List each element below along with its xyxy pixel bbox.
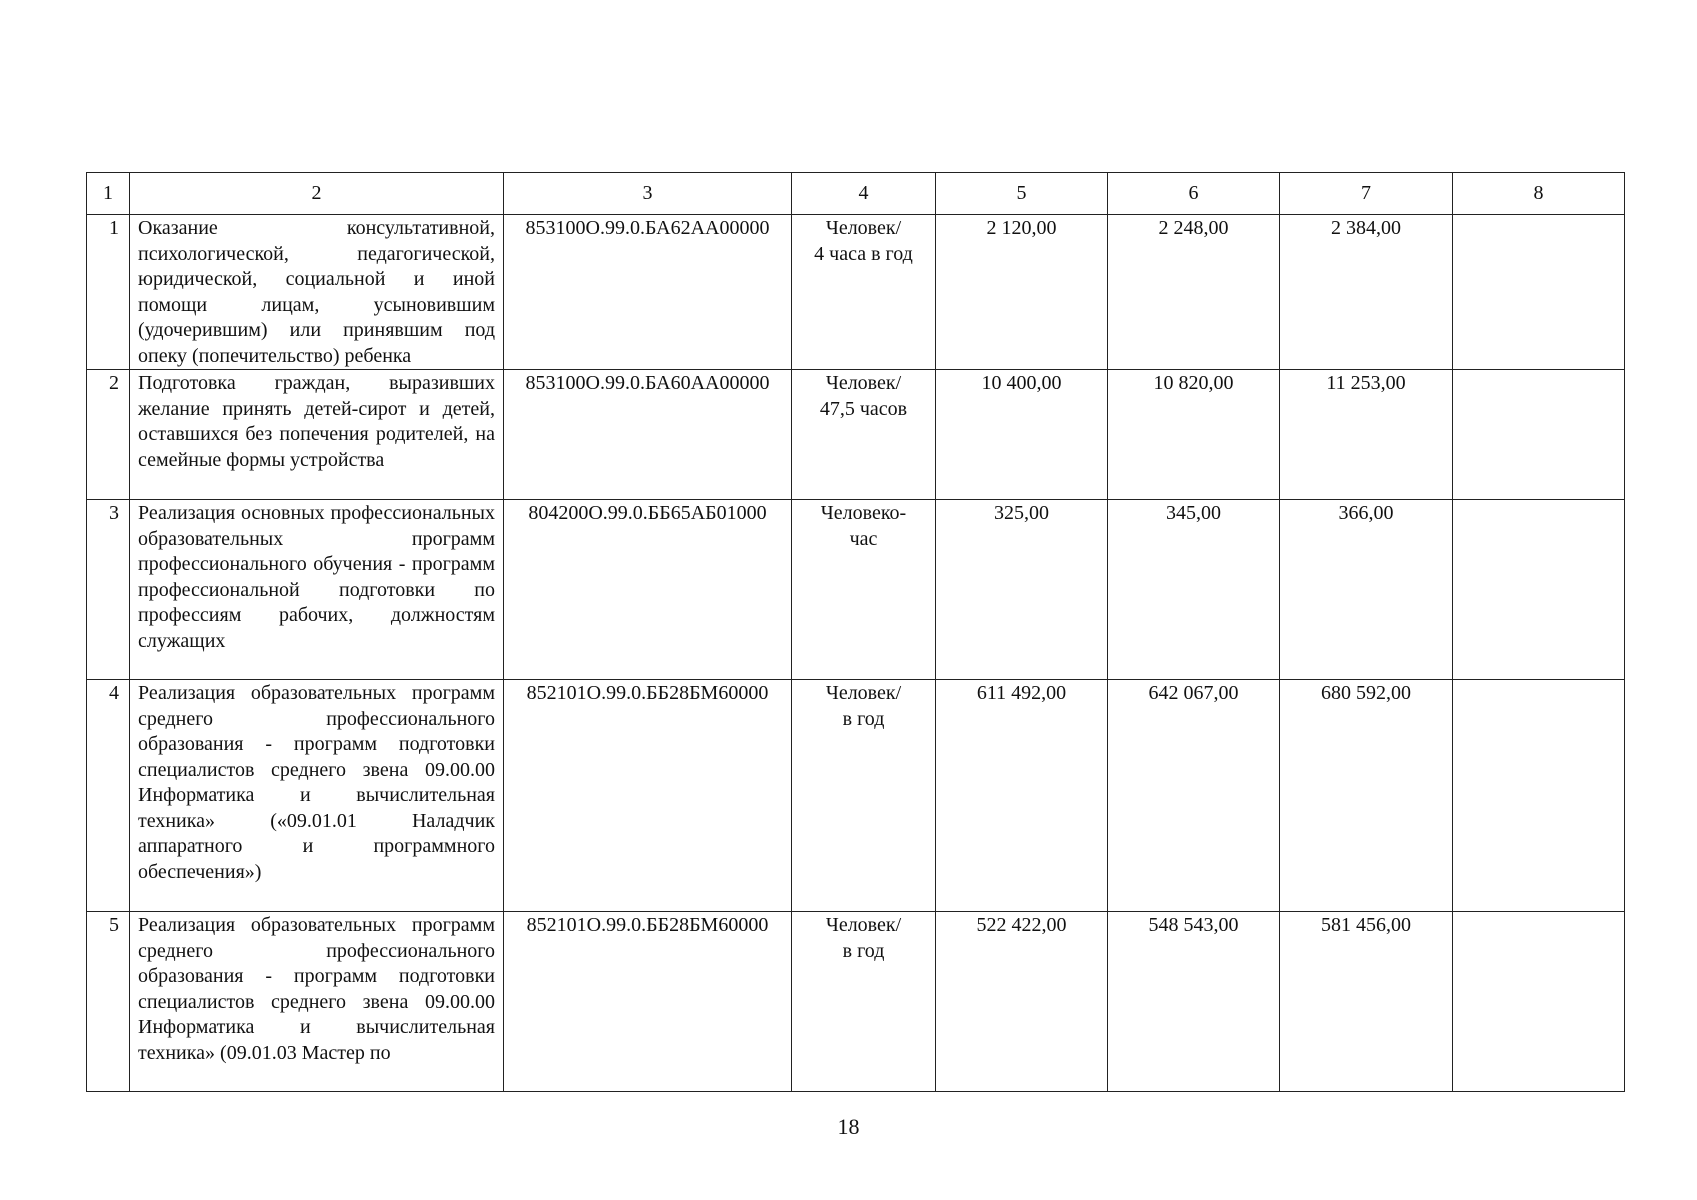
unit-line-2: в год (842, 939, 885, 962)
service-name: Реализация образовательных программ среднего профессионального образования - программ подготовки специалистов среднего звена 09.00.00 Информатика и вычислительная техника» («09.01.01 Наладчик аппаратного и программного обеспечения») (130, 680, 504, 912)
services-table (86, 172, 1625, 1092)
unit-line-2: 47,5 часов (819, 397, 908, 420)
services-table-container (86, 172, 1624, 1092)
value-col-5: 2 120,00 (936, 215, 1108, 370)
value-col-7: 11 253,00 (1280, 370, 1453, 500)
value-col-7: 366,00 (1280, 500, 1453, 680)
service-name: Оказание консультативной, психологической, педагогической, юридической, социальной и иной помощи лицам, усыновившим (удочерившим) или принявшим под опеку (попечительство) ребенка (130, 215, 504, 370)
header-cell-3: 3 (504, 173, 792, 215)
unit-of-measure (792, 370, 936, 500)
row-number: 4 (87, 680, 130, 912)
row-number: 2 (87, 370, 130, 500)
header-cell-1: 1 (87, 173, 130, 215)
value-col-6: 642 067,00 (1108, 680, 1280, 912)
value-col-8 (1453, 370, 1625, 500)
header-cell-5: 5 (936, 173, 1108, 215)
table-row (87, 215, 1625, 370)
unit-line-2: в год (842, 707, 885, 730)
service-name: Подготовка граждан, выразивших желание принять детей-сирот и детей, оставшихся без попечения родителей, на семейные формы устройства (130, 370, 504, 500)
header-cell-4: 4 (792, 173, 936, 215)
value-col-7: 2 384,00 (1280, 215, 1453, 370)
value-col-6: 345,00 (1108, 500, 1280, 680)
unit-line-1: Человеко- (820, 502, 907, 524)
service-code: 852101О.99.0.ББ28БМ60000 (504, 680, 792, 912)
table-header-row (87, 173, 1625, 215)
unit-of-measure (792, 680, 936, 912)
value-col-5: 10 400,00 (936, 370, 1108, 500)
value-col-8 (1453, 215, 1625, 370)
value-col-5: 522 422,00 (936, 912, 1108, 1092)
value-col-8 (1453, 912, 1625, 1092)
table-row (87, 912, 1625, 1092)
unit-line-1: Человек/ (825, 914, 902, 936)
header-cell-6: 6 (1108, 173, 1280, 215)
value-col-8 (1453, 500, 1625, 680)
header-cell-2: 2 (130, 173, 504, 215)
value-col-5: 611 492,00 (936, 680, 1108, 912)
service-name: Реализация основных профессиональных образовательных программ профессионального обучения - программ профессиональной подготовки по профессиям рабочих, должностям служащих (130, 500, 504, 680)
unit-line-2: 4 часа в год (814, 242, 913, 265)
unit-of-measure (792, 912, 936, 1092)
value-col-7: 581 456,00 (1280, 912, 1453, 1092)
header-cell-8: 8 (1453, 173, 1625, 215)
value-col-6: 2 248,00 (1108, 215, 1280, 370)
value-col-8 (1453, 680, 1625, 912)
unit-line-1: Человек/ (825, 372, 902, 394)
service-code: 853100О.99.0.БА62АА00000 (504, 215, 792, 370)
value-col-6: 548 543,00 (1108, 912, 1280, 1092)
service-code: 852101О.99.0.ББ28БМ60000 (504, 912, 792, 1092)
row-number: 3 (87, 500, 130, 680)
table-row (87, 370, 1625, 500)
unit-line-1: Человек/ (825, 217, 902, 239)
service-code: 853100О.99.0.БА60АА00000 (504, 370, 792, 500)
header-cell-7: 7 (1280, 173, 1453, 215)
service-name: Реализация образовательных программ среднего профессионального образования - программ подготовки специалистов среднего звена 09.00.00 Информатика и вычислительная техника» (09.01.03 Мастер по (130, 912, 504, 1092)
value-col-7: 680 592,00 (1280, 680, 1453, 912)
unit-line-1: Человек/ (825, 682, 902, 704)
value-col-5: 325,00 (936, 500, 1108, 680)
row-number: 5 (87, 912, 130, 1092)
table-row (87, 500, 1625, 680)
value-col-6: 10 820,00 (1108, 370, 1280, 500)
unit-line-2: час (849, 527, 878, 550)
table-row (87, 680, 1625, 912)
unit-of-measure (792, 215, 936, 370)
row-number: 1 (87, 215, 130, 370)
page-number: 18 (837, 1114, 860, 1139)
service-code: 804200О.99.0.ББ65АБ01000 (504, 500, 792, 680)
unit-of-measure (792, 500, 936, 680)
